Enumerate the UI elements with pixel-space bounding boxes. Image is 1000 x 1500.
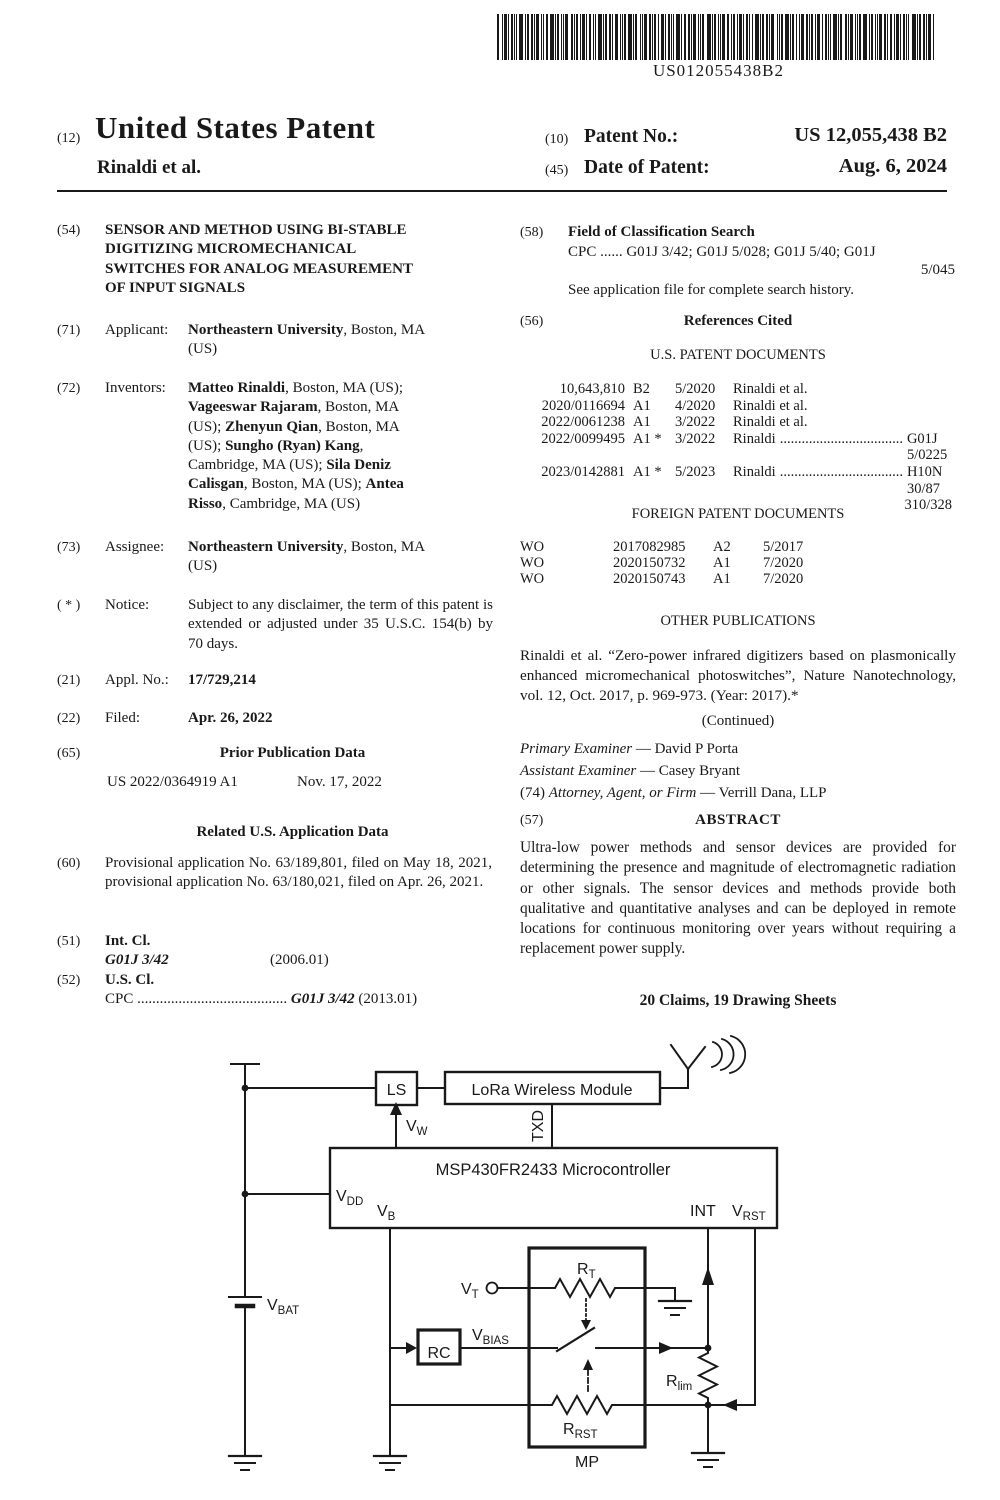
foreign-doc-row [520,540,952,556]
arrowhead-up [583,1359,593,1370]
doc-leader: .................................. [779,430,903,447]
notice-ref: ( * ) [57,598,81,613]
inventor-loc: (US); [188,437,226,454]
vbat-label: $V_{BAT}$ [267,1297,300,1317]
ground-symbol [374,1456,406,1470]
us-cl-label: U.S. Cl. [105,972,155,988]
patent-no-ref: (10) [545,132,569,147]
int-cl-label: Int. Cl. [105,933,151,949]
inventor-line [188,456,500,475]
assistant-examiner-value: — Casey Bryant [640,763,740,779]
related-heading: Related U.S. Application Data [196,824,389,840]
doc-kind: B2 [633,381,650,397]
doc-date: 5/2017 [763,539,804,555]
prior-pub-number: US 2022/0364919 A1 [107,774,238,790]
mp-label: MP [575,1454,599,1471]
assignee-value [188,538,498,577]
doc-kind: A1 * [633,463,662,480]
claims-line: 20 Claims, 19 Drawing Sheets [639,992,837,1009]
date-value: Aug. 6, 2024 [838,155,947,177]
field-note: See application file for complete search history. [568,282,855,298]
inventor-loc: Cambridge, MA (US); [188,457,327,474]
doc-name: Rinaldi [733,430,776,447]
appl-no-value: 17/729,214 [188,672,256,688]
int-cl-ref: (51) [57,934,81,949]
doc-leader: .................................. [779,463,903,480]
us-cl-ref: (52) [57,973,81,988]
applicant-line: (US) [188,341,218,358]
title-line: DIGITIZING MICROMECHANICAL [105,241,357,258]
doc-kind: A2 [713,539,731,555]
int-pin-label: INT [690,1203,716,1220]
ground-symbol [659,1301,691,1315]
primary-examiner-label: Primary Examiner [520,741,633,757]
doc-number: 2020/0116694 [541,397,625,414]
txd-label: TXD [530,1110,547,1142]
inventor-line [188,437,500,456]
foreign-docs-heading: FOREIGN PATENT DOCUMENTS [631,506,845,522]
prior-pub-line [107,773,487,792]
us-docs-table [520,381,952,514]
rc-label: RC [427,1345,451,1362]
resistor-rrst [550,1396,622,1414]
continued-note: (Continued) [701,713,775,729]
assignee-line: (US) [188,558,218,575]
doc-country: WO [520,570,545,587]
vw-label: $V_W$ [406,1118,428,1138]
assignee-rest: , Boston, MA [343,539,426,555]
date-ref: (45) [545,163,569,178]
inventor-name: Sungho (Ryan) Kang [225,437,360,454]
assistant-examiner-label: Assistant Examiner [520,763,637,779]
doc-kind: A1 [633,397,651,414]
inventor-line [188,495,500,514]
resistor-rlim [699,1348,717,1405]
doc-date: 3/2022 [675,430,716,447]
doc-date: 7/2020 [763,554,804,571]
vt-terminal [487,1283,498,1294]
inventor-name: Matteo Rinaldi [188,380,286,396]
assistant-examiner-line [520,762,740,781]
doc-kind: A1 * [633,430,662,447]
doc-date: 3/2022 [675,414,716,431]
us-cl-leader: ........................................ [137,991,288,1007]
assignee-label: Assignee: [105,539,165,555]
doc-leader [812,398,949,415]
title-line: OF INPUT SIGNALS [105,279,246,296]
attorney-label: Attorney, Agent, or Firm [548,785,697,801]
inventor-loc: , Boston, MA (US); [243,476,366,493]
int-cl-line [105,951,492,970]
rrst-label: $R_{RST}$ [563,1421,598,1441]
title-line: SWITCHES FOR ANALOG MEASUREMENT [105,260,413,277]
inventors-label: Inventors: [105,380,166,396]
other-pubs-heading: OTHER PUBLICATIONS [660,613,816,629]
doc-leader [812,414,949,431]
invention-title [105,221,505,298]
doc-leader [812,381,949,398]
field-heading: Field of Classification Search [568,224,755,240]
switch-blade [557,1328,594,1351]
related-ref: (60) [57,856,81,871]
doc-date: 4/2020 [675,397,716,414]
filed-label: Filed: [105,710,141,726]
filed-ref: (22) [57,711,81,726]
prior-pub-heading: Prior Publication Data [219,745,366,761]
applicant-ref: (71) [57,323,81,338]
doc-class: G01J 5/0225 [906,430,948,464]
inventor-name: Vageeswar Rajaram [188,399,318,416]
field-cpc-line2: 5/045 [920,262,955,278]
us-cl-line [105,990,492,1009]
barcode-bars [497,14,934,60]
us-doc-row [520,464,952,497]
doc-number: 2020150743 [613,570,686,587]
arrowhead-up [702,1267,714,1285]
doc-number: 2017082985 [613,539,686,555]
vrst-pin-label: $V_{RST}$ [732,1203,766,1223]
header-divider [57,190,947,192]
inventor-byline: Rinaldi et al. [97,157,201,178]
references-heading: References Cited [683,313,793,329]
resistor-rt [553,1279,622,1297]
ground-symbol [692,1453,724,1467]
applicant-name: Northeastern University [188,322,344,338]
primary-examiner-line [520,740,738,759]
vdd-pin-label: $V_{DD}$ [336,1188,364,1208]
doc-number: 2020150732 [613,554,686,571]
date-label: Date of Patent: [584,157,710,178]
field-cpc-line: CPC ...... G01J 3/42; G01J 5/028; G01J 5/40; G01J [568,244,876,260]
inventor-loc: (US); [188,418,226,435]
us-cl-code: G01J 3/42 [290,991,355,1007]
doc-class: H10N 30/87 [906,463,943,497]
kind-code-ref: (12) [57,131,81,146]
doc-kind: A1 [633,414,651,431]
barcode-number: US012055438B2 [652,61,785,80]
doc-date: 5/2023 [675,463,716,480]
arrowhead-down [581,1320,591,1330]
inventor-name: Risso [188,495,223,512]
title-line: SENSOR AND METHOD USING BI-STABLE [105,222,407,238]
inventor-line [188,475,500,494]
ls-label: LS [386,1082,407,1099]
field-ref: (58) [520,225,544,240]
other-pub-text: Rinaldi et al. “Zero-power infrared digitizers based on plasmonically enhanced micromechanical photoswitches”, Nature Nanotechnology, vol. 12, Oct. 2017, p. 969-973. (Year: 2017).* [520,647,956,704]
inventor-loc: , Boston, MA [318,418,400,435]
foreign-doc-row [520,556,952,572]
vb-pin-label: $V_B$ [377,1203,396,1223]
doc-number: 2022/0061238 [541,414,625,431]
applicant-label: Applicant: [105,322,169,338]
assignee-name: Northeastern University [188,539,344,555]
attorney-ref: (74) [520,785,545,801]
rlim-label: $R_{lim}$ [666,1373,693,1393]
doc-number: 10,643,810 [559,381,625,397]
notice-label: Notice: [105,597,150,613]
doc-number: 2023/0142881 [541,463,625,480]
doc-date: 7/2020 [763,570,804,587]
ground-symbol [229,1456,261,1470]
lora-module-label: LoRa Wireless Module [471,1082,633,1099]
filed-value: Apr. 26, 2022 [188,710,273,726]
inventor-name: Antea [365,476,404,493]
attorney-value: — Verrill Dana, LLP [700,785,827,801]
doc-date: 5/2020 [675,381,716,397]
appl-no-label: Appl. No.: [105,672,169,688]
barcode [497,14,940,60]
patent-no-label: Patent No.: [584,126,679,147]
int-cl-code: G01J 3/42 [105,952,169,968]
foreign-doc-row [520,572,952,588]
foreign-docs-table [520,540,952,587]
us-docs-heading: U.S. PATENT DOCUMENTS [650,347,826,363]
doc-class-cont: 310/328 [904,497,952,514]
us-doc-row [520,414,952,431]
mcu-label: MSP430FR2433 Microcontroller [435,1161,671,1179]
us-doc-row [520,398,952,415]
attorney-line [520,784,827,803]
doc-country: WO [520,539,545,555]
notice-text: Subject to any disclaimer, the term of this patent is extended or adjusted under 35 U.S.C. 154(b) by 70 days. [188,597,493,652]
us-doc-row [520,381,952,398]
applicant-rest: , Boston, MA [343,322,426,338]
assignee-line [188,538,498,557]
primary-examiner-value: — David P Porta [635,741,739,757]
doc-name: Rinaldi et al. [733,381,808,397]
inventor-name: Calisgan [188,476,244,493]
antenna-icon [671,1036,745,1088]
patent-no-value: US 12,055,438 B2 [794,124,947,146]
arrowhead-right [406,1342,417,1354]
circuit-diagram [150,1035,970,1500]
us-cl-year: (2013.01) [358,991,418,1007]
vbias-label: $V_{BIAS}$ [472,1327,509,1347]
us-doc-row [520,431,952,464]
inventor-loc: , Cambridge, MA (US) [222,495,361,512]
related-text: Provisional application No. 63/189,801, filed on May 18, 2021, provisional application No. 63/180,021, filed on Apr. 26, 2021. [105,855,492,891]
title-ref: (54) [57,223,81,238]
doc-number: 2022/0099495 [541,430,625,447]
vt-label: $V_T$ [461,1281,479,1301]
doc-kind: A1 [713,570,731,587]
int-cl-year: (2006.01) [270,952,329,968]
abstract-heading: ABSTRACT [695,812,781,828]
doc-name: Rinaldi et al. [733,414,808,431]
inventor-line [188,418,500,437]
appl-no-ref: (21) [57,673,81,688]
doc-name: Rinaldi [733,463,776,480]
applicant-line [188,321,498,340]
doc-kind: A1 [713,554,731,571]
us-cl-cpc: CPC [105,991,134,1007]
arrowhead-right [659,1342,673,1354]
rt-label: $R_T$ [577,1261,596,1281]
abstract-text: Ultra-low power methods and sensor devices are provided for determining the presence and magnitude of electromagnetic radiation or other signals. The sensor devices and methods provide both qualitative and quantitative analyses and can be deployed in remote locations for continuous monitoring over years without requiring a replacement power supply. [520,839,956,958]
applicant-value [188,321,498,360]
abstract-ref: (57) [520,813,544,828]
inventor-loc: , Boston, MA (US); [285,380,404,396]
prior-pub-date: Nov. 17, 2022 [297,774,382,790]
doc-name: Rinaldi et al. [733,397,808,414]
references-ref: (56) [520,314,544,329]
inventors-ref: (72) [57,381,81,396]
inventor-line [188,379,500,398]
inventor-name: Sila Deniz [326,457,391,474]
battery-symbol [229,1297,261,1306]
inventors-value [188,379,500,514]
inventor-name: Zhenyun Qian [225,418,319,435]
inventor-line [188,398,500,417]
prior-pub-ref: (65) [57,746,81,761]
doc-country: WO [520,554,545,571]
inventor-loc: , Boston, MA [317,399,400,416]
inventor-loc: , [359,437,364,454]
arrowhead-left [723,1399,737,1411]
page-title: United States Patent [95,110,376,145]
assignee-ref: (73) [57,540,81,555]
